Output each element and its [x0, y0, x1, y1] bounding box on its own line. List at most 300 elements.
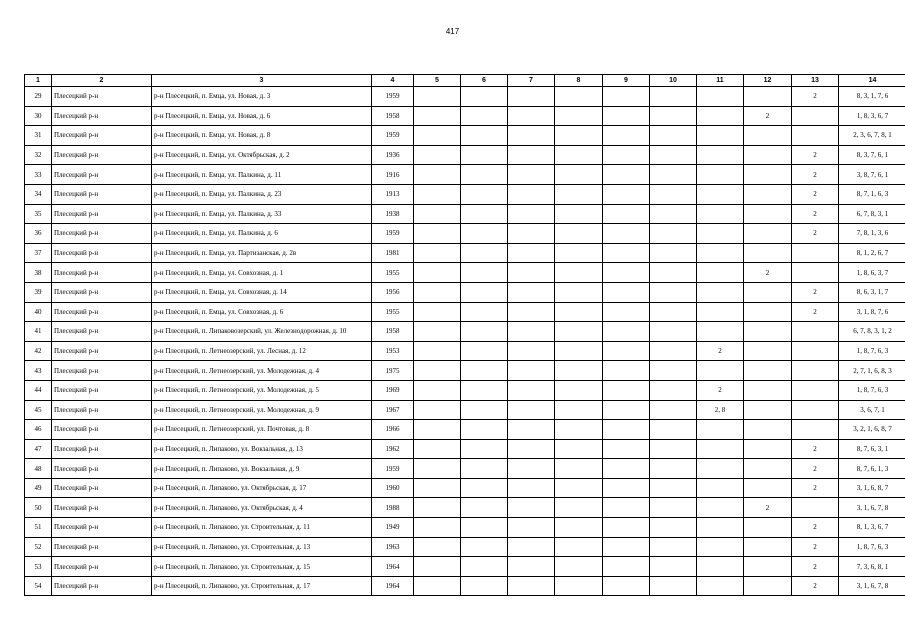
row-number-cell: 31: [25, 126, 52, 146]
col13-cell: 2: [792, 439, 839, 459]
col9-cell: [603, 165, 650, 185]
codes-cell: 1, 8, 6, 3, 7: [839, 263, 905, 283]
col10-cell: [650, 184, 697, 204]
col9-cell: [603, 400, 650, 420]
row-number-cell: 50: [25, 498, 52, 518]
col6-cell: [461, 400, 508, 420]
district-cell: Плесецкий р-н: [52, 400, 152, 420]
col6-cell: [461, 380, 508, 400]
col10-cell: [650, 459, 697, 479]
col11-cell: 2: [697, 380, 744, 400]
year-cell: 1963: [372, 537, 414, 557]
address-cell: р-н Плесецкий, п. Емца, ул. Совхозная, д. 1: [152, 263, 372, 283]
col12-cell: [744, 576, 792, 596]
col9-cell: [603, 126, 650, 146]
col12-cell: [744, 380, 792, 400]
col10-cell: [650, 87, 697, 107]
codes-cell: 6, 7, 8, 3, 1: [839, 204, 905, 224]
row-number-cell: 41: [25, 322, 52, 342]
district-cell: Плесецкий р-н: [52, 204, 152, 224]
codes-cell: 8, 3, 1, 7, 6: [839, 87, 905, 107]
table-row: [25, 557, 905, 577]
col11-cell: [697, 165, 744, 185]
row-number-cell: 44: [25, 380, 52, 400]
col8-cell: [555, 498, 603, 518]
column-header-14: 14: [839, 75, 905, 87]
col10-cell: [650, 126, 697, 146]
col8-cell: [555, 126, 603, 146]
col9-cell: [603, 282, 650, 302]
year-cell: 1949: [372, 518, 414, 538]
col9-cell: [603, 145, 650, 165]
col7-cell: [508, 224, 555, 244]
col13-cell: 2: [792, 557, 839, 577]
col9-cell: [603, 243, 650, 263]
row-number-cell: 38: [25, 263, 52, 283]
col12-cell: [744, 518, 792, 538]
col5-cell: [414, 184, 461, 204]
col10-cell: [650, 341, 697, 361]
col6-cell: [461, 145, 508, 165]
col13-cell: [792, 400, 839, 420]
col11-cell: [697, 224, 744, 244]
col12-cell: [744, 165, 792, 185]
col8-cell: [555, 106, 603, 126]
col10-cell: [650, 302, 697, 322]
address-cell: р-н Плесецкий, п. Летнеозерский, ул. Почтовая, д. 8: [152, 420, 372, 440]
address-cell: р-н Плесецкий, п. Липаково, ул. Октябрьская, д. 17: [152, 478, 372, 498]
col6-cell: [461, 478, 508, 498]
col11-cell: [697, 263, 744, 283]
col10-cell: [650, 243, 697, 263]
table-row: [25, 106, 905, 126]
row-number-cell: 49: [25, 478, 52, 498]
col8-cell: [555, 204, 603, 224]
col9-cell: [603, 204, 650, 224]
table-row: [25, 459, 905, 479]
col5-cell: [414, 87, 461, 107]
col7-cell: [508, 557, 555, 577]
col6-cell: [461, 204, 508, 224]
codes-cell: 8, 1, 3, 6, 7: [839, 518, 905, 538]
col8-cell: [555, 420, 603, 440]
col5-cell: [414, 165, 461, 185]
district-cell: Плесецкий р-н: [52, 459, 152, 479]
table-row: [25, 224, 905, 244]
district-cell: Плесецкий р-н: [52, 165, 152, 185]
codes-cell: 8, 7, 1, 6, 3: [839, 184, 905, 204]
col5-cell: [414, 263, 461, 283]
address-cell: р-н Плесецкий, п. Летнеозерский, ул. Молодежная, д. 9: [152, 400, 372, 420]
col11-cell: [697, 459, 744, 479]
col6-cell: [461, 282, 508, 302]
col12-cell: 2: [744, 106, 792, 126]
col9-cell: [603, 439, 650, 459]
codes-cell: 7, 3, 6, 8, 1: [839, 557, 905, 577]
column-header-7: 7: [508, 75, 555, 87]
codes-cell: 3, 1, 6, 7, 8: [839, 498, 905, 518]
col6-cell: [461, 498, 508, 518]
column-header-5: 5: [414, 75, 461, 87]
col11-cell: [697, 302, 744, 322]
col13-cell: [792, 243, 839, 263]
col12-cell: [744, 361, 792, 381]
col10-cell: [650, 439, 697, 459]
col6-cell: [461, 263, 508, 283]
col9-cell: [603, 224, 650, 244]
codes-cell: 1, 8, 3, 6, 7: [839, 106, 905, 126]
col11-cell: [697, 420, 744, 440]
col12-cell: [744, 478, 792, 498]
district-cell: Плесецкий р-н: [52, 439, 152, 459]
district-cell: Плесецкий р-н: [52, 106, 152, 126]
year-cell: 1913: [372, 184, 414, 204]
col12-cell: [744, 439, 792, 459]
year-cell: 1962: [372, 439, 414, 459]
row-number-cell: 40: [25, 302, 52, 322]
col11-cell: [697, 87, 744, 107]
col7-cell: [508, 184, 555, 204]
col13-cell: [792, 126, 839, 146]
col10-cell: [650, 204, 697, 224]
codes-cell: 8, 7, 6, 1, 3: [839, 459, 905, 479]
col10-cell: [650, 106, 697, 126]
table-row: [25, 518, 905, 538]
district-cell: Плесецкий р-н: [52, 537, 152, 557]
col11-cell: [697, 518, 744, 538]
col9-cell: [603, 478, 650, 498]
col9-cell: [603, 322, 650, 342]
year-cell: 1956: [372, 282, 414, 302]
col8-cell: [555, 361, 603, 381]
col9-cell: [603, 341, 650, 361]
col8-cell: [555, 341, 603, 361]
header-row: [25, 75, 905, 87]
year-cell: 1955: [372, 263, 414, 283]
col12-cell: [744, 557, 792, 577]
col11-cell: [697, 243, 744, 263]
row-number-cell: 35: [25, 204, 52, 224]
column-header-1: 1: [25, 75, 52, 87]
year-cell: 1981: [372, 243, 414, 263]
address-cell: р-н Плесецкий, п. Липаково, ул. Строительная, д. 13: [152, 537, 372, 557]
col6-cell: [461, 184, 508, 204]
district-cell: Плесецкий р-н: [52, 302, 152, 322]
district-cell: Плесецкий р-н: [52, 341, 152, 361]
col12-cell: [744, 459, 792, 479]
col10-cell: [650, 380, 697, 400]
col8-cell: [555, 576, 603, 596]
col6-cell: [461, 576, 508, 596]
district-cell: Плесецкий р-н: [52, 263, 152, 283]
table-row: [25, 87, 905, 107]
table-row: [25, 380, 905, 400]
codes-cell: 1, 8, 7, 6, 3: [839, 380, 905, 400]
col6-cell: [461, 537, 508, 557]
row-number-cell: 53: [25, 557, 52, 577]
col13-cell: [792, 498, 839, 518]
col7-cell: [508, 341, 555, 361]
col12-cell: [744, 341, 792, 361]
column-header-4: 4: [372, 75, 414, 87]
col12-cell: 2: [744, 498, 792, 518]
col11-cell: [697, 126, 744, 146]
col5-cell: [414, 302, 461, 322]
col5-cell: [414, 361, 461, 381]
col7-cell: [508, 106, 555, 126]
district-cell: Плесецкий р-н: [52, 498, 152, 518]
col7-cell: [508, 145, 555, 165]
col5-cell: [414, 380, 461, 400]
col9-cell: [603, 557, 650, 577]
col10-cell: [650, 263, 697, 283]
col12-cell: [744, 282, 792, 302]
col13-cell: [792, 322, 839, 342]
table-row: [25, 184, 905, 204]
codes-cell: 2, 7, 1, 6, 8, 3: [839, 361, 905, 381]
col13-cell: 2: [792, 576, 839, 596]
col8-cell: [555, 537, 603, 557]
col13-cell: 2: [792, 224, 839, 244]
col7-cell: [508, 380, 555, 400]
col10-cell: [650, 557, 697, 577]
year-cell: 1969: [372, 380, 414, 400]
col10-cell: [650, 478, 697, 498]
col6-cell: [461, 557, 508, 577]
col13-cell: 2: [792, 518, 839, 538]
col11-cell: [697, 106, 744, 126]
col10-cell: [650, 145, 697, 165]
col5-cell: [414, 145, 461, 165]
year-cell: 1988: [372, 498, 414, 518]
address-cell: р-н Плесецкий, п. Емца, ул. Палкина, д. 23: [152, 184, 372, 204]
address-cell: р-н Плесецкий, п. Емца, ул. Новая, д. 3: [152, 87, 372, 107]
col5-cell: [414, 459, 461, 479]
col9-cell: [603, 302, 650, 322]
col5-cell: [414, 400, 461, 420]
col6-cell: [461, 243, 508, 263]
col7-cell: [508, 282, 555, 302]
district-cell: Плесецкий р-н: [52, 361, 152, 381]
col8-cell: [555, 400, 603, 420]
year-cell: 1938: [372, 204, 414, 224]
district-cell: Плесецкий р-н: [52, 87, 152, 107]
table-row: [25, 400, 905, 420]
col6-cell: [461, 420, 508, 440]
col6-cell: [461, 322, 508, 342]
col8-cell: [555, 282, 603, 302]
codes-cell: 7, 8, 1, 3, 6: [839, 224, 905, 244]
year-cell: 1953: [372, 341, 414, 361]
col12-cell: [744, 420, 792, 440]
col6-cell: [461, 302, 508, 322]
col9-cell: [603, 537, 650, 557]
col9-cell: [603, 498, 650, 518]
row-number-cell: 29: [25, 87, 52, 107]
col13-cell: 2: [792, 184, 839, 204]
address-cell: р-н Плесецкий, п. Емца, ул. Палкина, д. 33: [152, 204, 372, 224]
col13-cell: 2: [792, 87, 839, 107]
col5-cell: [414, 478, 461, 498]
table-row: [25, 204, 905, 224]
col10-cell: [650, 322, 697, 342]
col5-cell: [414, 576, 461, 596]
year-cell: 1964: [372, 576, 414, 596]
column-header-12: 12: [744, 75, 792, 87]
col12-cell: [744, 204, 792, 224]
column-header-6: 6: [461, 75, 508, 87]
col8-cell: [555, 459, 603, 479]
col10-cell: [650, 400, 697, 420]
col5-cell: [414, 106, 461, 126]
row-number-cell: 46: [25, 420, 52, 440]
row-number-cell: 33: [25, 165, 52, 185]
column-header-3: 3: [152, 75, 372, 87]
col12-cell: [744, 243, 792, 263]
col7-cell: [508, 459, 555, 479]
col13-cell: [792, 420, 839, 440]
row-number-cell: 32: [25, 145, 52, 165]
col5-cell: [414, 498, 461, 518]
codes-cell: 1, 8, 7, 6, 3: [839, 537, 905, 557]
row-number-cell: 45: [25, 400, 52, 420]
year-cell: 1916: [372, 165, 414, 185]
col6-cell: [461, 106, 508, 126]
col11-cell: 2: [697, 341, 744, 361]
col11-cell: [697, 184, 744, 204]
row-number-cell: 48: [25, 459, 52, 479]
row-number-cell: 43: [25, 361, 52, 381]
year-cell: 1958: [372, 322, 414, 342]
col12-cell: [744, 322, 792, 342]
row-number-cell: 51: [25, 518, 52, 538]
col8-cell: [555, 224, 603, 244]
col13-cell: 2: [792, 459, 839, 479]
col7-cell: [508, 87, 555, 107]
col13-cell: 2: [792, 478, 839, 498]
col11-cell: [697, 282, 744, 302]
col8-cell: [555, 439, 603, 459]
col8-cell: [555, 518, 603, 538]
codes-cell: 3, 2, 1, 6, 8, 7: [839, 420, 905, 440]
table-row: [25, 322, 905, 342]
col11-cell: [697, 439, 744, 459]
col12-cell: [744, 126, 792, 146]
col5-cell: [414, 439, 461, 459]
col11-cell: 2, 8: [697, 400, 744, 420]
col5-cell: [414, 282, 461, 302]
col12-cell: [744, 184, 792, 204]
year-cell: 1959: [372, 459, 414, 479]
table-row: [25, 341, 905, 361]
codes-cell: 8, 1, 2, 6, 7: [839, 243, 905, 263]
address-cell: р-н Плесецкий, п. Липаково, ул. Вокзальная, д. 9: [152, 459, 372, 479]
col6-cell: [461, 126, 508, 146]
col12-cell: [744, 145, 792, 165]
col5-cell: [414, 322, 461, 342]
col12-cell: [744, 224, 792, 244]
col9-cell: [603, 459, 650, 479]
codes-cell: 3, 1, 6, 7, 8: [839, 576, 905, 596]
codes-cell: 8, 7, 6, 3, 1: [839, 439, 905, 459]
address-cell: р-н Плесецкий, п. Емца, ул. Октябрьская, д. 2: [152, 145, 372, 165]
table-row: [25, 498, 905, 518]
col13-cell: [792, 380, 839, 400]
table-row: [25, 145, 905, 165]
col8-cell: [555, 557, 603, 577]
district-cell: Плесецкий р-н: [52, 380, 152, 400]
row-number-cell: 54: [25, 576, 52, 596]
table-row: [25, 478, 905, 498]
col8-cell: [555, 478, 603, 498]
col5-cell: [414, 557, 461, 577]
col11-cell: [697, 498, 744, 518]
col10-cell: [650, 576, 697, 596]
address-cell: р-н Плесецкий, п. Емца, ул. Партизанская, д. 2в: [152, 243, 372, 263]
col7-cell: [508, 126, 555, 146]
table-row: [25, 126, 905, 146]
address-cell: р-н Плесецкий, п. Липаково, ул. Строительная, д. 17: [152, 576, 372, 596]
year-cell: 1936: [372, 145, 414, 165]
housing-register-table: [24, 74, 905, 596]
col7-cell: [508, 439, 555, 459]
col12-cell: [744, 400, 792, 420]
year-cell: 1955: [372, 302, 414, 322]
col7-cell: [508, 361, 555, 381]
col9-cell: [603, 380, 650, 400]
col7-cell: [508, 576, 555, 596]
codes-cell: 2, 3, 6, 7, 8, 1: [839, 126, 905, 146]
codes-cell: 3, 8, 7, 6, 1: [839, 165, 905, 185]
district-cell: Плесецкий р-н: [52, 322, 152, 342]
col8-cell: [555, 263, 603, 283]
district-cell: Плесецкий р-н: [52, 518, 152, 538]
col9-cell: [603, 87, 650, 107]
page-number: 417: [445, 27, 460, 36]
column-header-11: 11: [697, 75, 744, 87]
col8-cell: [555, 165, 603, 185]
table-row: [25, 420, 905, 440]
col5-cell: [414, 518, 461, 538]
col13-cell: [792, 341, 839, 361]
address-cell: р-н Плесецкий, п. Липаковозерский, ул. Железнодорожная, д. 10: [152, 322, 372, 342]
row-number-cell: 37: [25, 243, 52, 263]
district-cell: Плесецкий р-н: [52, 557, 152, 577]
district-cell: Плесецкий р-н: [52, 126, 152, 146]
row-number-cell: 30: [25, 106, 52, 126]
col8-cell: [555, 302, 603, 322]
year-cell: 1959: [372, 224, 414, 244]
col5-cell: [414, 420, 461, 440]
col10-cell: [650, 537, 697, 557]
col6-cell: [461, 341, 508, 361]
year-cell: 1975: [372, 361, 414, 381]
col6-cell: [461, 361, 508, 381]
col10-cell: [650, 282, 697, 302]
year-cell: 1958: [372, 106, 414, 126]
col7-cell: [508, 537, 555, 557]
codes-cell: 1, 8, 7, 6, 3: [839, 341, 905, 361]
col9-cell: [603, 420, 650, 440]
col11-cell: [697, 361, 744, 381]
col11-cell: [697, 478, 744, 498]
column-header-10: 10: [650, 75, 697, 87]
table-row: [25, 361, 905, 381]
col5-cell: [414, 204, 461, 224]
table-row: [25, 302, 905, 322]
codes-cell: 8, 3, 7, 6, 1: [839, 145, 905, 165]
address-cell: р-н Плесецкий, п. Емца, ул. Совхозная, д. 6: [152, 302, 372, 322]
